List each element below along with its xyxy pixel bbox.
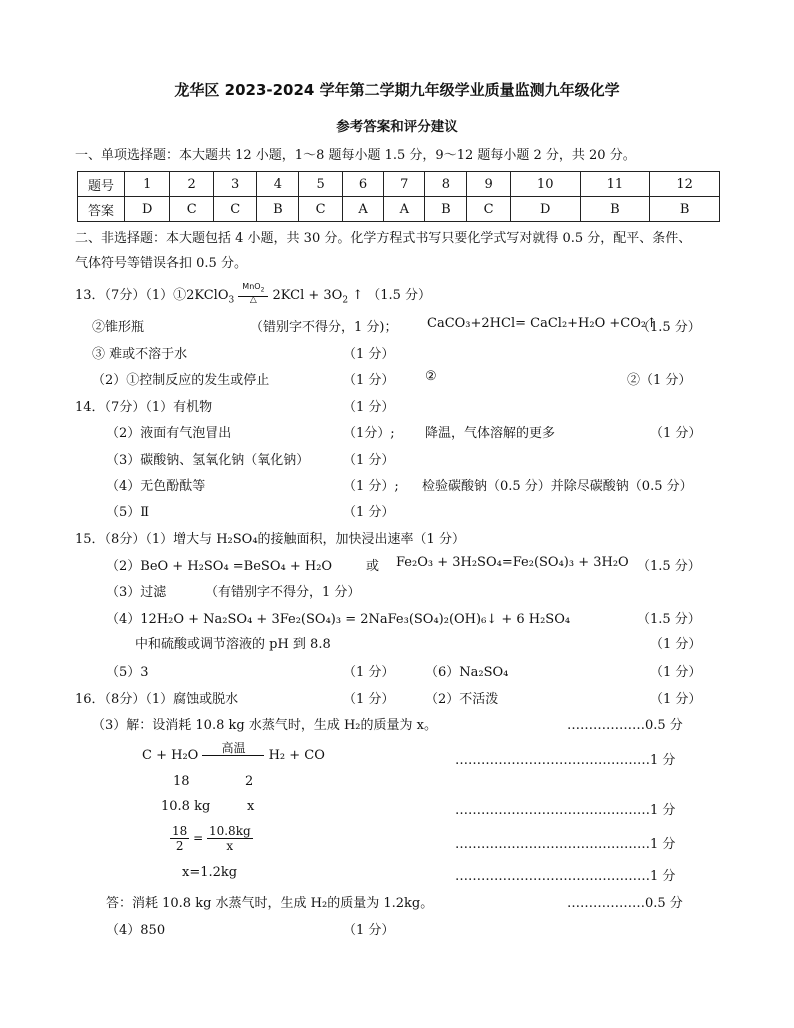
table-cell: 12 (650, 172, 720, 197)
ratio-equation: $\frac{18}{2}$ = $\frac{10.8kg}{x}$ (172, 824, 251, 853)
q15-score: （1 分） (343, 665, 395, 680)
q16-equation: C + H₂O 高温 H₂ + CO (142, 740, 325, 763)
reaction-condition: 高温 (202, 749, 264, 763)
q16-score: ………………0.5 分 (567, 718, 683, 733)
table-cell: D (510, 197, 580, 222)
q14-score: （1 分） (343, 505, 395, 520)
q13-score: （1 分） (343, 373, 395, 388)
q16-solution-setup: （3）解：设消耗 10.8 kg 水蒸气时，生成 H₂的质量为 x。 (92, 718, 437, 733)
q15-equation: （4）12H₂O + Na₂SO₄ + 3Fe₂(SO₄)₃ = 2NaFe₃(SO₄)₂(OH)₆↓ + 6 H₂SO₄ (106, 612, 571, 627)
q16-score: （1 分） (343, 692, 395, 707)
q14-answer: （2）液面有气泡冒出 (106, 426, 232, 441)
molar-mass-h2o: 18 (173, 774, 190, 789)
q15-answer: （5）3 (106, 665, 149, 680)
q15-score: （1 分） (650, 637, 702, 652)
table-cell: 2 (170, 172, 214, 197)
q16-score: ………………………………………1 分 (455, 753, 676, 768)
table-cell: B (650, 197, 720, 222)
table-row-numbers (78, 172, 720, 197)
q15-answer: 15．（8分）（1）增大与 H₂SO₄的接触面积，加快浸出速率（1 分） (75, 532, 465, 547)
q15-score: （1.5 分） (637, 559, 701, 574)
q14-score: （1 分） (343, 400, 395, 415)
q15-equation: （2）BeO + H₂SO₄ =BeSO₄ + H₂O (106, 559, 333, 574)
q13-line1: 13．（7分）（1）①2KClO$_3$ MnO$_2$ △ $2KCl + 3O_2$ ↑ （1.5 分） (75, 281, 432, 306)
q13-score: （1 分） (343, 347, 395, 362)
table-cell: 9 (467, 172, 511, 197)
table-cell: B (425, 197, 467, 222)
q14-answer: 降温，气体溶解的更多 (425, 426, 556, 441)
q16-score: ………………………………………1 分 (455, 837, 676, 852)
table-cell: 11 (580, 172, 650, 197)
mass-h2: x (247, 799, 255, 814)
q16-score: （1 分） (343, 923, 395, 938)
q14-answer: 14．（7分）（1）有机物 (75, 400, 213, 415)
table-cell: A (384, 197, 425, 222)
q13-score: ②（1 分） (627, 373, 692, 388)
q13-score: （1.5 分） (637, 320, 701, 335)
table-cell: 3 (213, 172, 257, 197)
q15-score: （1.5 分） (637, 612, 701, 627)
table-cell: C (170, 197, 214, 222)
table-cell: B (257, 197, 299, 222)
q13-answer: ②锥形瓶 (92, 320, 145, 335)
table-cell: C (213, 197, 257, 222)
q13-answer: （2）①控制反应的发生或停止 (92, 373, 270, 388)
table-cell: C (299, 197, 343, 222)
q14-score: （1 分） (650, 426, 702, 441)
q15-answer: （3）过滤 (106, 585, 167, 600)
q16-answer: 16．（8分）（1）腐蚀或脱水 (75, 692, 239, 707)
table-row-answers (78, 197, 720, 222)
q16-score: ………………………………………1 分 (455, 869, 676, 884)
q13-answer: ② (425, 369, 437, 384)
q13-equation: CaCO₃+2HCl= CaCl₂+H₂O +CO₂↑ (427, 316, 657, 331)
molar-mass-h2: 2 (245, 774, 254, 789)
q15-answer: （6）Na₂SO₄ (425, 665, 509, 680)
q14-score: （1 分）; (343, 479, 399, 494)
answer-table (77, 171, 720, 222)
mass-h2o: 10.8 kg (161, 799, 211, 814)
table-cell: 10 (510, 172, 580, 197)
section2-line1: 二、非选择题：本大题包括 4 小题，共 30 分。化学方程式书写只要化学式写对就得 0.5 分，配平、条件、 (75, 231, 692, 246)
table-cell: A (342, 197, 383, 222)
page-title: 龙华区 2023-2024 学年第二学期九年级学业质量监测九年级化学 (174, 81, 620, 99)
q15-answer: 中和硫酸或调节溶液的 pH 到 8.8 (135, 637, 331, 652)
q16-answer: （2）不活泼 (425, 692, 499, 707)
q14-answer: （5）Ⅱ (106, 505, 150, 520)
section1-heading: 一、单项选择题：本大题共 12 小题，1～8 题每小题 1.5 分，9～12 题每小题 2 分，共 20 分。 (75, 148, 636, 163)
q16-result: x=1.2kg (182, 865, 238, 880)
table-cell: 7 (384, 172, 425, 197)
q16-score: （1 分） (650, 692, 702, 707)
q16-conclusion: 答：消耗 10.8 kg 水蒸气时，生成 H₂的质量为 1.2kg。 (106, 896, 434, 911)
q13-note: （错别字不得分，1 分)； (250, 320, 398, 335)
table-cell: 8 (425, 172, 467, 197)
row-label: 答案 (78, 197, 125, 222)
q16-score: ………………0.5 分 (567, 896, 683, 911)
q15-note: （有错别字不得分，1 分） (205, 585, 361, 600)
table-cell: 6 (342, 172, 383, 197)
q14-answer: （3）碳酸钠、氢氧化钠（氧化钠） (106, 453, 310, 468)
row-label: 题号 (78, 172, 125, 197)
table-cell: 4 (257, 172, 299, 197)
q16-score: ………………………………………1 分 (455, 803, 676, 818)
q14-score: （1 分） (343, 453, 395, 468)
page-subtitle: 参考答案和评分建议 (336, 119, 458, 135)
q14-answer: （4）无色酚酞等 (106, 479, 206, 494)
table-cell: 1 (125, 172, 170, 197)
q13-answer: ③ 难或不溶于水 (92, 347, 188, 362)
table-cell: C (467, 197, 511, 222)
q14-score: （1分）; (343, 426, 395, 441)
table-cell: B (580, 197, 650, 222)
section2-line2: 气体符号等错误各扣 0.5 分。 (75, 256, 247, 271)
q15-or: 或 (366, 559, 380, 574)
reaction-condition: MnO$_2$ △ (238, 290, 268, 302)
q15-equation: Fe₂O₃ + 3H₂SO₄=Fe₂(SO₄)₃ + 3H₂O (396, 555, 629, 570)
q15-score: （1 分） (650, 665, 702, 680)
q16-answer: （4）850 (106, 923, 166, 938)
q14-answer: 检验碳酸钠（0.5 分）并除尽碳酸钠（0.5 分） (422, 479, 693, 494)
table-cell: D (125, 197, 170, 222)
table-cell: 5 (299, 172, 343, 197)
